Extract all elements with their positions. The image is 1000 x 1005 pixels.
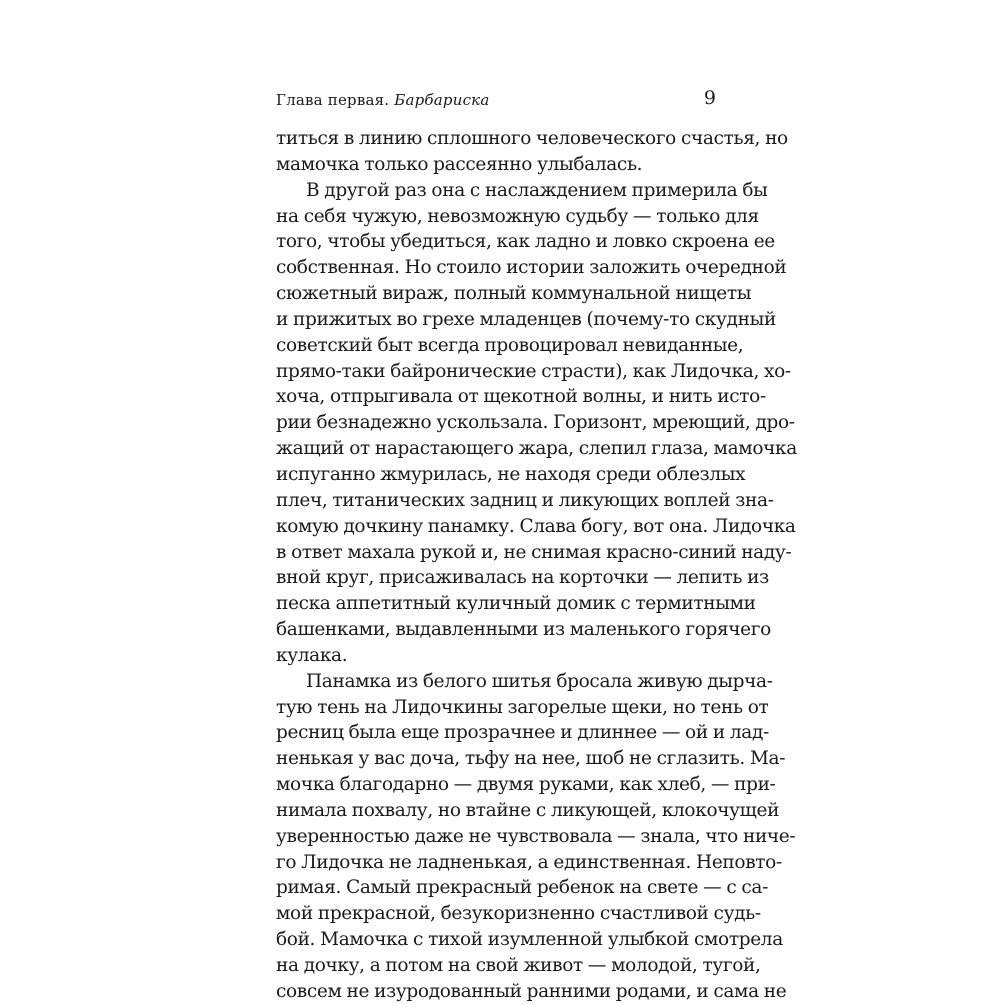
text-line: римая. Самый прекрасный ребенок на свете — с са- — [276, 877, 768, 899]
text-line: плеч, титанических задниц и ликующих воплей зна- — [276, 489, 774, 511]
text-line: бой. Мамочка с тихой изумленной улыбкой смотрела — [276, 929, 783, 951]
body-text — [276, 126, 797, 1005]
text-line: сюжетный вираж, полный коммунальной нищеты — [276, 283, 752, 305]
text-line: испуганно жмурилась, не находя среди облезлых — [276, 463, 746, 485]
chapter-heading — [276, 88, 489, 112]
text-line: вной круг, присаживалась на корточки — лепить из — [276, 567, 769, 589]
text-line: мой прекрасной, безукоризненно счастливой судь- — [276, 903, 761, 925]
text-line: ресниц была еще прозрачнее и длиннее — ой и лад- — [276, 722, 769, 744]
text-line: тую тень на Лидочкины загорелые щеки, но тень от — [276, 696, 769, 718]
book-page — [276, 0, 797, 1002]
text-line: комую дочкину панамку. Слава богу, вот она. Лидочка — [276, 515, 796, 537]
text-line: кулака. — [276, 644, 348, 666]
text-line: Панамка из белого шитья бросала живую дырча- — [306, 670, 773, 692]
text-line: мочка благодарно — двумя руками, как хлеб, — при- — [276, 774, 776, 796]
text-line: прямо-таки байронические страсти), как Лидочка, хо- — [276, 360, 791, 382]
text-line: песка аппетитный куличный домик с термитными — [276, 593, 756, 615]
text-line: хоча, отпрыгивала от щекотной волны, и нить исто- — [276, 386, 766, 408]
text-line: и прижитых во грехе младенцев (почему-то скудный — [276, 308, 776, 330]
text-line: совсем не изуродованный ранними родами, и сама не — [276, 980, 787, 1002]
text-line: го Лидочка не ладненькая, а единственная. Неповто- — [276, 851, 782, 873]
text-line: мамочка только рассеянно улыбалась. — [276, 153, 643, 175]
chapter-title: Глава первая. — [276, 91, 390, 109]
running-head — [276, 88, 722, 112]
text-line: башенками, выдавленными из маленького горячего — [276, 619, 771, 641]
chapter-subtitle: Барбариска — [394, 91, 490, 109]
text-line: титься в линию сплошного человеческого счастья, но — [276, 128, 788, 149]
text-line: того, чтобы убедиться, как ладно и ловко скроена ее — [276, 231, 775, 253]
text-line: на себя чужую, невозможную судьбу — только для — [276, 205, 759, 227]
page-number: 9 — [703, 87, 716, 109]
text-line: жащий от нарастающего жара, слепил глаза, мамочка — [276, 438, 797, 460]
text-line: В другой раз она с наслаждением примерила бы — [306, 179, 768, 201]
text-line: советский быт всегда провоцировал невиданные, — [276, 334, 744, 356]
text-line: ненькая у вас доча, тьфу на нее, шоб не сглазить. Ма- — [276, 748, 786, 770]
text-line: уверенностью даже не чувствовала — знала, что ниче- — [276, 825, 796, 847]
text-line: собственная. Но стоило истории заложить очередной — [276, 257, 787, 279]
text-line: на дочку, а потом на свой живот — молодой, тугой, — [276, 955, 761, 976]
text-line: нимала похвалу, но втайне с ликующей, клокочущей — [276, 799, 780, 821]
text-line: в ответ махала рукой и, не снимая красно-синий наду- — [276, 541, 792, 563]
text-line: рии безнадежно ускользала. Горизонт, мреющий, дро- — [276, 412, 795, 434]
